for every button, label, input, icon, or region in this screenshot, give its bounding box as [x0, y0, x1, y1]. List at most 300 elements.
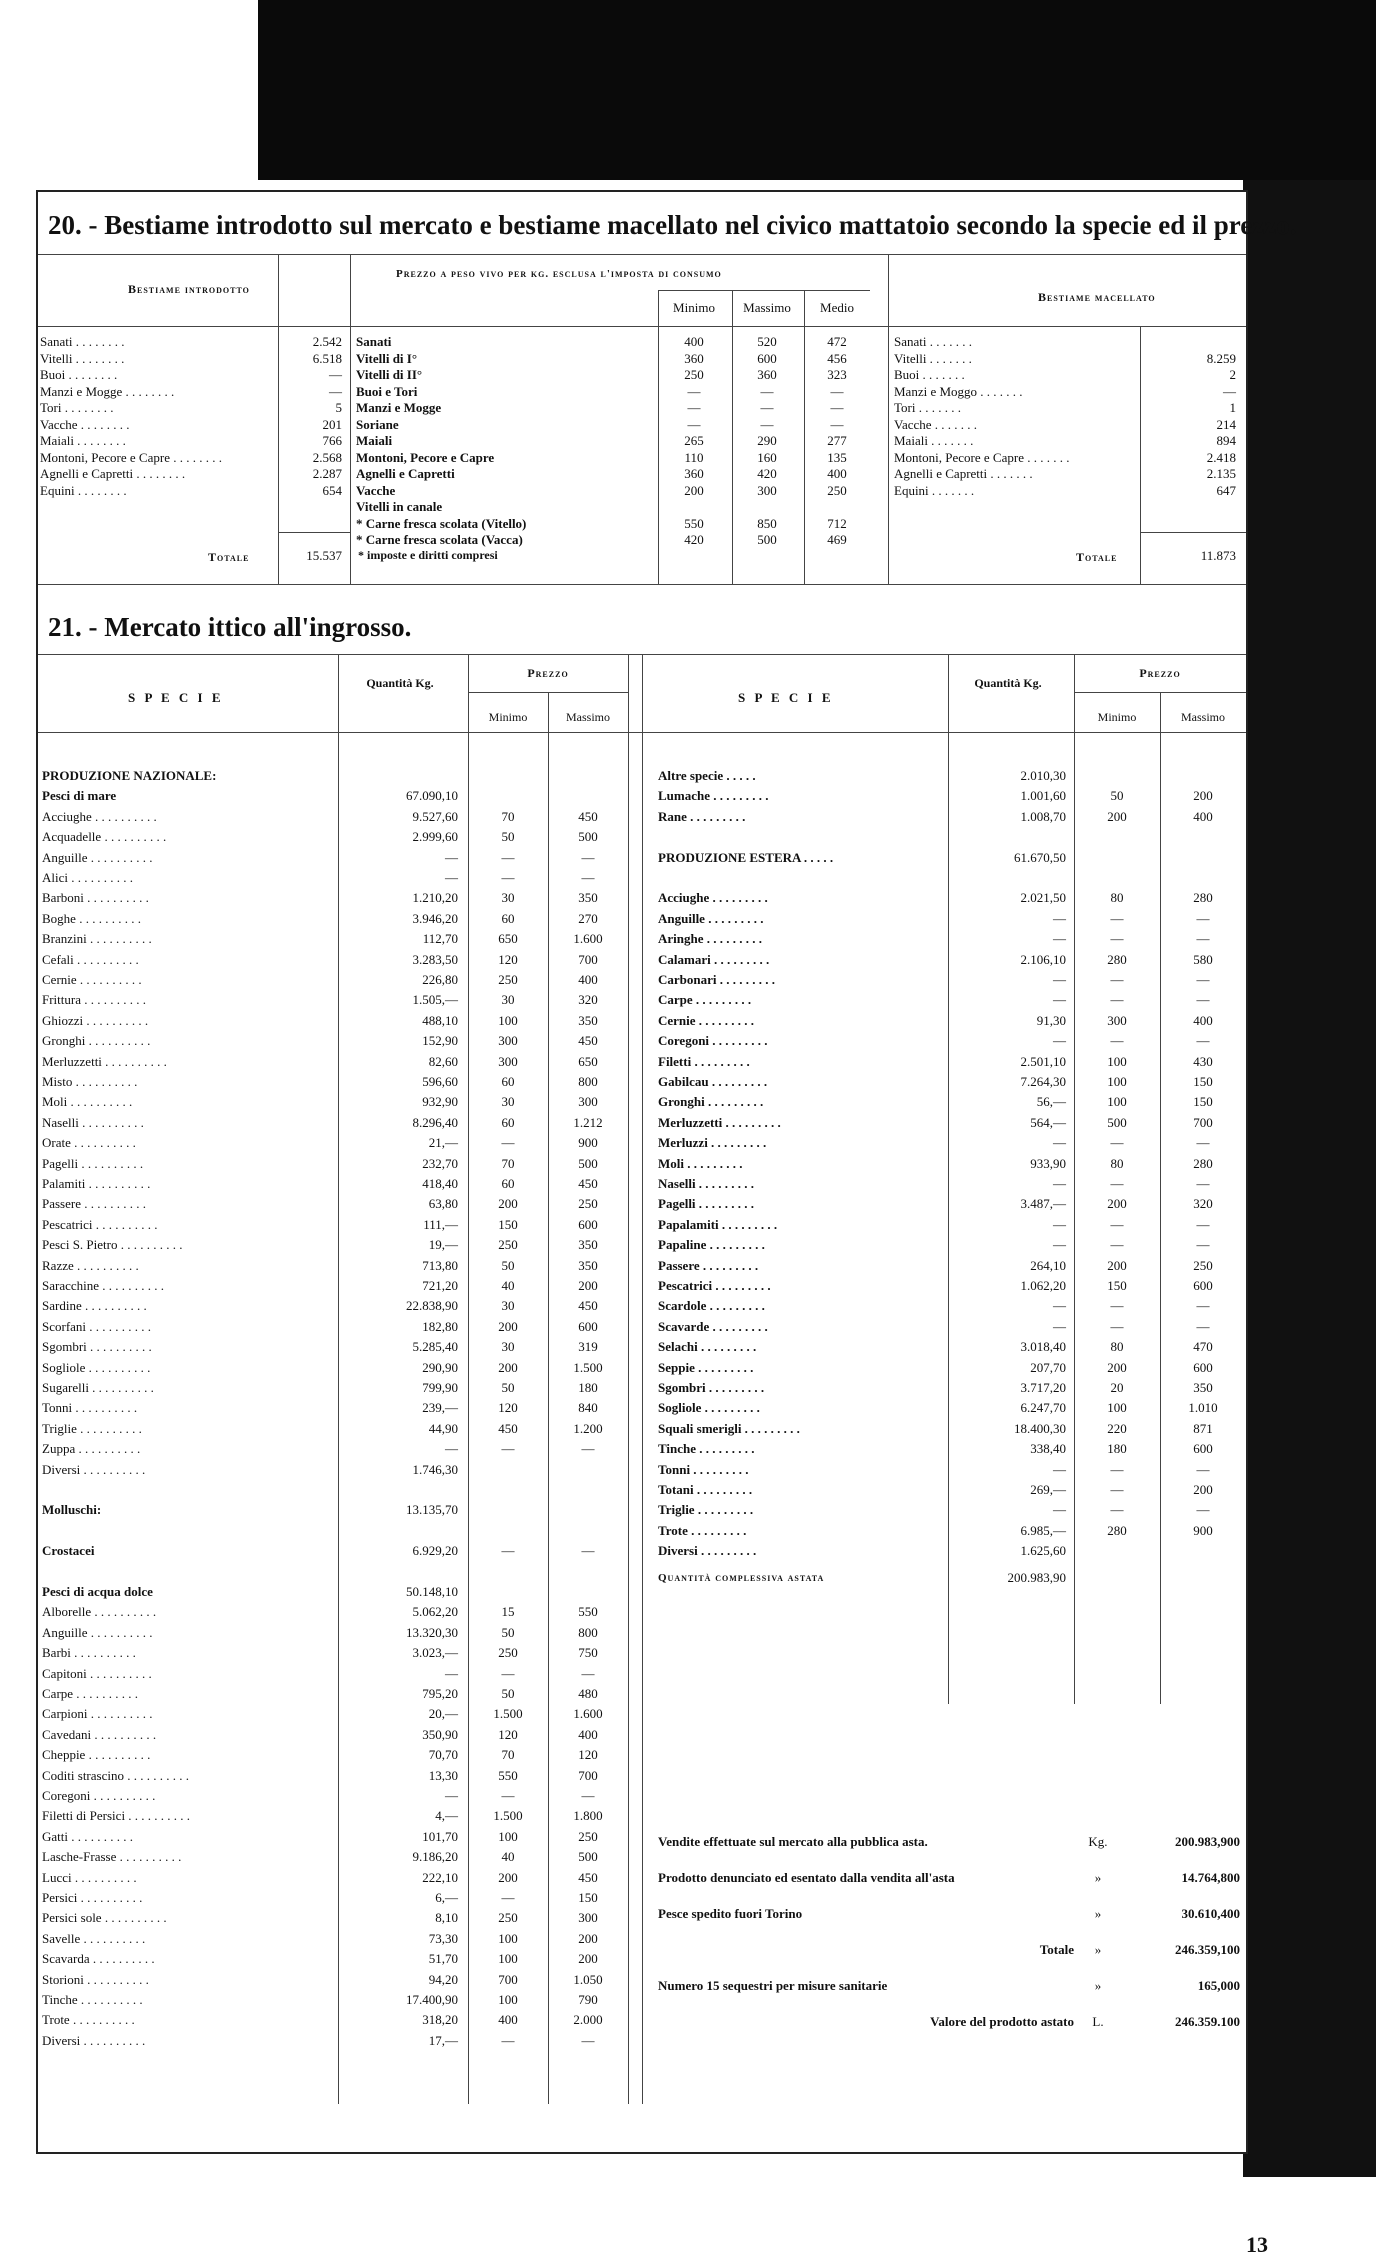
fish-species: Frittura . . . . . . . . . .: [42, 992, 146, 1008]
t21-header-specie-right: S P E C I E: [738, 690, 834, 705]
fish-species: Alici . . . . . . . . . .: [42, 870, 133, 885]
fish-quantity: 3.717,20: [1020, 1380, 1066, 1395]
t21-h-max-right: Massimo: [1180, 710, 1225, 724]
fish-price-max: 400: [1193, 808, 1213, 824]
fish-quantity: 207,70: [1030, 1359, 1066, 1375]
macellato-species: Manzi e Moggo . . . . . . .: [894, 383, 1023, 399]
fish-price-min: 80: [1110, 1339, 1124, 1355]
t20-totale-label: Totale: [208, 550, 250, 564]
fish-species: Tonni . . . . . . . . .: [658, 1461, 749, 1477]
fish-quantity: —: [445, 849, 458, 865]
fish-species: Pesci S. Pietro . . . . . . . . . .: [42, 1237, 183, 1253]
fish-price-max: 350: [578, 890, 598, 906]
fish-price-max: 270: [578, 910, 598, 926]
summary-value: 200.983,900: [1175, 1834, 1240, 1849]
introdotto-species: Maiali . . . . . . . .: [40, 433, 126, 448]
fish-price-max: —: [1196, 972, 1210, 987]
fish-quantity: 350,90: [422, 1726, 458, 1742]
fish-price-max: 430: [1193, 1053, 1213, 1069]
prezzo-max: 290: [757, 433, 777, 448]
fish-price-max: 400: [1193, 1012, 1213, 1028]
fish-price-max: 320: [1193, 1196, 1213, 1212]
fish-species: Merluzzetti . . . . . . . . .: [658, 1114, 781, 1130]
fish-quantity: 290,90: [422, 1359, 458, 1375]
fish-quantity: 70,70: [428, 1747, 458, 1763]
prezzo-max: 160: [757, 449, 777, 465]
prezzo-species: Vitelli di I°: [356, 350, 418, 366]
fish-price-max: 550: [578, 1604, 598, 1620]
fish-price-max: —: [1196, 1033, 1210, 1049]
fish-quantity: 239,—: [422, 1400, 458, 1416]
prezzo-min: 550: [684, 515, 704, 531]
fish-price-min: —: [1110, 1033, 1124, 1049]
fish-quantity: —: [1053, 910, 1066, 926]
fish-species: Razze . . . . . . . . . .: [42, 1257, 139, 1273]
fish-price-max: 500: [578, 1155, 598, 1171]
fish-price-min: —: [1110, 1237, 1124, 1253]
fish-price-max: 1.800: [573, 1808, 603, 1824]
t20-h-min: Minimo: [673, 300, 715, 315]
fish-price-min: 250: [498, 1910, 518, 1926]
fish-species: Sgombri . . . . . . . . .: [658, 1380, 765, 1395]
fish-quantity: 596,60: [422, 1074, 458, 1089]
fish-quantity: —: [1053, 992, 1066, 1008]
fish-quantity: 61.670,50: [1014, 849, 1066, 865]
fish-price-min: —: [501, 1665, 515, 1681]
introdotto-species: Buoi . . . . . . . .: [40, 367, 118, 382]
fish-price-max: 1.212: [573, 1114, 603, 1130]
fish-price-max: 1.500: [573, 1359, 603, 1375]
fish-price-min: 30: [501, 992, 515, 1008]
macellato-species: Vitelli . . . . . . .: [894, 350, 972, 366]
macellato-value: 894: [1216, 433, 1236, 448]
fish-species: Ghiozzi . . . . . . . . . .: [42, 1012, 149, 1028]
prezzo-species: Vitelli in canale: [356, 499, 443, 514]
fish-species: Aringhe . . . . . . . . .: [658, 931, 762, 947]
fish-price-min: 100: [498, 1930, 518, 1946]
fish-species: Lucci . . . . . . . . . .: [42, 1869, 137, 1885]
fish-price-min: 120: [498, 1726, 518, 1742]
fish-price-min: 50: [501, 1380, 515, 1395]
prezzo-med: 712: [827, 515, 847, 531]
fish-quantity: 4,—: [435, 1808, 458, 1824]
prezzo-max: 300: [757, 482, 777, 498]
fish-quantity: 713,80: [422, 1257, 458, 1273]
fish-species: PRODUZIONE NAZIONALE:: [42, 768, 217, 783]
t21-h-max-left: Massimo: [565, 710, 610, 724]
summary-unit: »: [1094, 1942, 1102, 1957]
fish-price-max: 700: [578, 1767, 598, 1783]
fish-price-min: 70: [501, 1155, 515, 1171]
fish-quantity: 3.023,—: [412, 1645, 458, 1661]
fish-quantity: 111,—: [423, 1216, 458, 1232]
fish-quantity: 8,10: [435, 1910, 458, 1926]
fish-price-min: —: [501, 1890, 515, 1905]
fish-species: Zuppa . . . . . . . . . .: [42, 1441, 141, 1457]
introdotto-species: Tori . . . . . . . .: [40, 400, 114, 415]
fish-quantity: 338,40: [1030, 1441, 1066, 1457]
fish-quantity: 6,—: [435, 1890, 458, 1905]
summary-value: 14.764,800: [1181, 1870, 1240, 1885]
fish-quantity: 56,—: [1036, 1094, 1066, 1110]
fish-price-min: 150: [498, 1216, 518, 1232]
fish-quantity: 564,—: [1030, 1114, 1066, 1130]
fish-species: Barbi . . . . . . . . . .: [42, 1645, 136, 1661]
fish-price-max: 600: [578, 1216, 598, 1232]
fish-species: Carbonari . . . . . . . . .: [658, 972, 775, 987]
fish-price-max: 250: [578, 1828, 598, 1844]
t20-header-introdotto: Bestiame introdotto: [128, 282, 250, 296]
introdotto-value: 5: [335, 400, 342, 415]
prezzo-min: 250: [684, 367, 704, 382]
fish-quantity: —: [445, 1788, 458, 1803]
fish-price-max: 800: [578, 1074, 598, 1089]
fish-quantity: 17,—: [428, 2032, 458, 2048]
fish-species: Cefali . . . . . . . . . .: [42, 951, 139, 967]
t21-header-quantita-right: Quantità Kg.: [974, 676, 1042, 690]
fish-species: Misto . . . . . . . . . .: [42, 1074, 138, 1089]
macellato-value: 2.418: [1206, 449, 1236, 465]
fish-quantity: 1.001,60: [1020, 788, 1066, 804]
fish-species: Crostacei: [42, 1543, 95, 1559]
fish-price-max: —: [1196, 1176, 1210, 1191]
fish-price-min: 300: [498, 1053, 518, 1069]
fish-price-min: —: [501, 849, 515, 865]
fish-price-min: 80: [1110, 1155, 1124, 1171]
fish-species: Sardine . . . . . . . . . .: [42, 1298, 147, 1314]
rule: [38, 254, 1246, 255]
fish-species: Diversi . . . . . . . . . .: [42, 1461, 146, 1477]
prezzo-max: 520: [757, 334, 777, 349]
macellato-value: 2: [1229, 367, 1236, 382]
fish-price-min: 30: [501, 1298, 515, 1314]
fish-price-min: 60: [501, 910, 515, 926]
fish-species: Diversi . . . . . . . . .: [658, 1543, 757, 1559]
fish-species: Lasche-Frasse . . . . . . . . . .: [42, 1849, 182, 1865]
fish-species: Scavarda . . . . . . . . . .: [42, 1951, 155, 1967]
prezzo-min: 200: [684, 482, 704, 498]
scan-border-top: [258, 0, 1376, 180]
fish-species: Selachi . . . . . . . . .: [658, 1339, 757, 1355]
fish-price-max: 500: [578, 1849, 598, 1865]
fish-price-min: 20: [1110, 1380, 1124, 1395]
fish-species: Squali smerigli . . . . . . . . .: [658, 1420, 800, 1436]
fish-price-max: 350: [578, 1257, 598, 1273]
fish-species: Tonni . . . . . . . . . .: [42, 1400, 138, 1416]
fish-price-min: 200: [1107, 1257, 1127, 1273]
fish-price-min: 180: [1107, 1441, 1127, 1457]
introdotto-value: 766: [322, 433, 342, 448]
summary-value: 30.610,400: [1181, 1906, 1240, 1921]
fish-species: Acciughe . . . . . . . . . .: [42, 808, 157, 824]
fish-price-min: 100: [498, 1012, 518, 1028]
macellato-value: 1: [1229, 400, 1236, 415]
fish-quantity: 6.247,70: [1020, 1400, 1066, 1416]
prezzo-med: —: [830, 400, 844, 415]
fish-species: Saracchine . . . . . . . . . .: [42, 1278, 165, 1293]
fish-price-max: —: [1196, 1502, 1210, 1518]
fish-species: Filetti di Persici . . . . . . . . . .: [42, 1808, 191, 1824]
fish-species: Scorfani . . . . . . . . . .: [42, 1318, 152, 1334]
fish-price-max: 800: [578, 1624, 598, 1640]
fish-price-min: 450: [498, 1420, 518, 1436]
fish-price-min: —: [501, 1135, 515, 1151]
fish-price-min: 60: [501, 1176, 515, 1191]
fish-species: Moli . . . . . . . . . .: [42, 1094, 133, 1110]
introdotto-species: Montoni, Pecore e Capre . . . . . . . .: [40, 449, 222, 465]
fish-quantity: 318,20: [422, 2012, 458, 2028]
fish-price-min: 150: [1107, 1278, 1127, 1293]
fish-price-min: —: [1110, 1176, 1124, 1191]
fish-species: Coregoni . . . . . . . . .: [658, 1033, 768, 1049]
fish-quantity: 721,20: [422, 1278, 458, 1293]
fish-species: Acciughe . . . . . . . . .: [658, 890, 768, 906]
prezzo-max: 360: [757, 367, 777, 382]
fish-price-max: 250: [578, 1196, 598, 1212]
fish-price-max: —: [1196, 1298, 1210, 1314]
fish-quantity: —: [1053, 1216, 1066, 1232]
fish-price-min: —: [1110, 1135, 1124, 1151]
fish-quantity: 94,20: [428, 1971, 458, 1987]
fish-quantity: 7.264,30: [1020, 1074, 1066, 1089]
fish-price-min: 50: [501, 1257, 515, 1273]
fish-price-max: 400: [578, 1726, 598, 1742]
fish-price-max: —: [581, 1543, 595, 1559]
fish-species: Scavarde . . . . . . . . .: [658, 1318, 768, 1334]
fish-quantity: 182,80: [422, 1318, 458, 1334]
fish-species: Gabilcau . . . . . . . . .: [658, 1074, 768, 1089]
fish-price-max: 480: [578, 1686, 598, 1701]
prezzo-min: —: [687, 416, 701, 432]
fish-species: Seppie . . . . . . . . .: [658, 1359, 754, 1375]
macellato-species: Buoi . . . . . . .: [894, 367, 965, 382]
fish-species: Pesci di acqua dolce: [42, 1584, 153, 1599]
fish-species: Sugarelli . . . . . . . . . .: [42, 1380, 154, 1395]
fish-price-min: 200: [1107, 808, 1127, 824]
fish-price-min: 220: [1107, 1420, 1127, 1436]
fish-price-max: 600: [1193, 1441, 1213, 1457]
fish-price-min: 300: [1107, 1012, 1127, 1028]
fish-quantity: 19,—: [428, 1237, 458, 1253]
t21-h-min-right: Minimo: [1097, 710, 1137, 724]
fish-price-min: —: [501, 1543, 515, 1559]
fish-quantity: 232,70: [422, 1155, 458, 1171]
scan-border-right: [1243, 180, 1376, 2177]
fish-price-min: 15: [501, 1604, 515, 1620]
fish-price-min: 50: [501, 1686, 515, 1701]
macellato-species: Maiali . . . . . . .: [894, 433, 974, 448]
fish-species: Merluzzi . . . . . . . . .: [658, 1135, 767, 1151]
fish-species: Cavedani . . . . . . . . . .: [42, 1726, 157, 1742]
fish-quantity: —: [1053, 1176, 1066, 1191]
fish-quantity: 51,70: [428, 1951, 458, 1967]
introdotto-value: 654: [322, 482, 342, 498]
fish-price-max: 900: [1193, 1522, 1213, 1538]
fish-price-max: 1.050: [573, 1971, 603, 1987]
fish-quantity: —: [1053, 1033, 1066, 1049]
fish-species: Palamiti . . . . . . . . . .: [42, 1176, 151, 1191]
fish-price-max: 350: [578, 1237, 598, 1253]
fish-quantity: 6.985,—: [1020, 1522, 1066, 1538]
prezzo-min: 420: [684, 532, 704, 547]
fish-price-min: 1.500: [493, 1706, 523, 1722]
fish-quantity: 1.746,30: [412, 1461, 458, 1477]
prezzo-species: Vitelli di II°: [356, 367, 423, 382]
fish-species: Triglie . . . . . . . . .: [658, 1502, 754, 1518]
fish-quantity: 13.135,70: [406, 1502, 458, 1518]
introdotto-species: Sanati . . . . . . . .: [40, 334, 125, 349]
fish-quantity: 3.018,40: [1020, 1339, 1066, 1355]
fish-quantity: 932,90: [422, 1094, 458, 1110]
fish-species: Anguille . . . . . . . . . .: [42, 849, 153, 865]
fish-species: Anguille . . . . . . . . .: [658, 910, 764, 926]
prezzo-min: —: [687, 400, 701, 415]
prezzo-med: 400: [827, 466, 847, 481]
fish-species: Tinche . . . . . . . . . .: [42, 1992, 143, 2007]
fish-price-min: 100: [1107, 1400, 1127, 1416]
fish-price-min: 1.500: [493, 1808, 523, 1824]
fish-species: Anguille . . . . . . . . . .: [42, 1624, 153, 1640]
fish-species: Cheppie . . . . . . . . . .: [42, 1747, 151, 1763]
summary-unit: »: [1094, 1906, 1102, 1921]
fish-price-max: 120: [578, 1747, 598, 1763]
t20-totale-mac-label: Totale: [1076, 550, 1118, 564]
summary-label: Totale: [1039, 1942, 1074, 1957]
fish-price-max: 400: [578, 972, 598, 987]
fish-species: Carpe . . . . . . . . . .: [42, 1686, 139, 1701]
fish-price-min: 70: [501, 1747, 515, 1763]
fish-species: Sogliole . . . . . . . . . .: [42, 1359, 151, 1375]
introdotto-species: Manzi e Mogge . . . . . . . .: [40, 383, 175, 399]
fish-quantity: 222,10: [422, 1869, 458, 1885]
fish-price-max: —: [1196, 910, 1210, 926]
fish-price-max: 1.200: [573, 1420, 603, 1436]
fish-price-min: 30: [501, 1094, 515, 1110]
prezzo-max: 420: [757, 466, 777, 481]
fish-price-max: 450: [578, 808, 598, 824]
introdotto-species: Vacche . . . . . . . .: [40, 416, 130, 432]
macellato-value: 8.259: [1206, 350, 1236, 366]
fish-species: Cernie . . . . . . . . . .: [42, 972, 142, 987]
fish-price-min: —: [1110, 931, 1124, 947]
fish-price-min: 250: [498, 972, 518, 987]
fish-quantity: 933,90: [1030, 1155, 1066, 1171]
macellato-species: Sanati . . . . . . .: [894, 334, 972, 349]
fish-price-min: 200: [498, 1318, 518, 1334]
fish-price-min: 120: [498, 951, 518, 967]
fish-price-max: 450: [578, 1176, 598, 1191]
fish-price-max: 1.600: [573, 1706, 603, 1722]
fish-price-max: 200: [578, 1951, 598, 1967]
fish-quantity: 50.148,10: [406, 1584, 458, 1599]
fish-species: Pescatrici . . . . . . . . .: [658, 1278, 771, 1293]
fish-species: Branzini . . . . . . . . . .: [42, 931, 152, 947]
fish-price-min: 500: [1107, 1114, 1127, 1130]
fish-species: Lumache . . . . . . . . .: [658, 788, 769, 804]
t20-header-macellato: Bestiame macellato: [1038, 290, 1156, 304]
fish-quantity: 1.505,—: [412, 992, 458, 1008]
table20-title: 20. - Bestiame introdotto sul mercato e bestiame macellato nel civico mattatoio secondo la specie ed il prezzo.: [48, 210, 1297, 240]
fish-species: Pesci di mare: [42, 788, 117, 804]
fish-price-max: 150: [1193, 1094, 1213, 1110]
fish-price-min: 50: [1110, 788, 1124, 804]
introdotto-value: —: [329, 383, 342, 399]
t21-header-quantita-left: Quantità Kg.: [366, 676, 434, 690]
macellato-species: Equini . . . . . . .: [894, 482, 975, 498]
fish-price-min: —: [1110, 1461, 1124, 1477]
fish-price-max: —: [1196, 992, 1210, 1008]
prezzo-max: 500: [757, 532, 777, 547]
fish-quantity: 112,70: [422, 931, 458, 947]
fish-species: Persici . . . . . . . . . .: [42, 1890, 143, 1905]
prezzo-species: Maiali: [356, 433, 393, 448]
prezzo-med: 250: [827, 482, 847, 498]
fish-price-max: —: [1196, 1135, 1210, 1151]
fish-quantity: —: [1053, 1502, 1066, 1518]
prezzo-max: 850: [757, 515, 777, 531]
fish-quantity: —: [1053, 931, 1066, 947]
fish-price-max: —: [1196, 1318, 1210, 1334]
fish-price-min: —: [501, 2032, 515, 2048]
fish-species: PRODUZIONE ESTERA . . . . .: [658, 849, 834, 865]
fish-species: Acquadelle . . . . . . . . . .: [42, 829, 167, 845]
fish-quantity: 3.946,20: [412, 910, 458, 926]
fish-price-max: 700: [578, 951, 598, 967]
fish-species: Alborelle . . . . . . . . . .: [42, 1604, 157, 1620]
fish-quantity: 2.999,60: [412, 829, 458, 845]
fish-price-min: 100: [1107, 1074, 1127, 1089]
summary-unit: »: [1094, 1978, 1102, 1993]
fish-quantity: 63,80: [428, 1196, 458, 1212]
fish-price-min: 280: [1107, 1522, 1127, 1538]
fish-price-min: 200: [498, 1359, 518, 1375]
fish-quantity: —: [1053, 972, 1066, 987]
fish-price-min: —: [501, 870, 515, 885]
fish-price-min: —: [1110, 992, 1124, 1008]
fish-species: Filetti . . . . . . . . .: [658, 1053, 750, 1069]
fish-price-min: 30: [501, 890, 515, 906]
fish-species: Pagelli . . . . . . . . .: [658, 1196, 755, 1212]
fish-price-min: —: [501, 1441, 515, 1457]
fish-price-min: 300: [498, 1033, 518, 1049]
fish-quantity: —: [1053, 1461, 1066, 1477]
fish-price-max: 350: [578, 1012, 598, 1028]
fish-quantity: 82,60: [428, 1053, 458, 1069]
fish-price-min: 400: [498, 2012, 518, 2028]
prezzo-min: 360: [684, 350, 704, 366]
fish-quantity: 1.210,20: [412, 890, 458, 906]
prezzo-med: 135: [827, 449, 847, 465]
fish-price-max: 180: [578, 1380, 598, 1395]
fish-quantity: —: [1053, 1237, 1066, 1253]
fish-price-max: 840: [578, 1400, 598, 1416]
fish-price-min: —: [1110, 910, 1124, 926]
fish-species: Rane . . . . . . . . .: [658, 808, 746, 824]
fish-price-min: 200: [1107, 1196, 1127, 1212]
fish-price-max: 450: [578, 1298, 598, 1314]
fish-price-max: 200: [1193, 1482, 1213, 1497]
fish-price-max: —: [1196, 1461, 1210, 1477]
fish-price-min: 100: [498, 1992, 518, 2007]
fish-price-min: 200: [498, 1196, 518, 1212]
fish-price-min: 550: [498, 1767, 518, 1783]
fish-price-min: 100: [498, 1828, 518, 1844]
t21-header-prezzo-left: Prezzo: [527, 666, 569, 680]
summary-label: Numero 15 sequestri per misure sanitarie: [658, 1978, 888, 1993]
prezzo-species: * Carne fresca scolata (Vacca): [356, 532, 523, 547]
fish-price-max: 450: [578, 1033, 598, 1049]
fish-quantity: —: [1053, 1318, 1066, 1334]
